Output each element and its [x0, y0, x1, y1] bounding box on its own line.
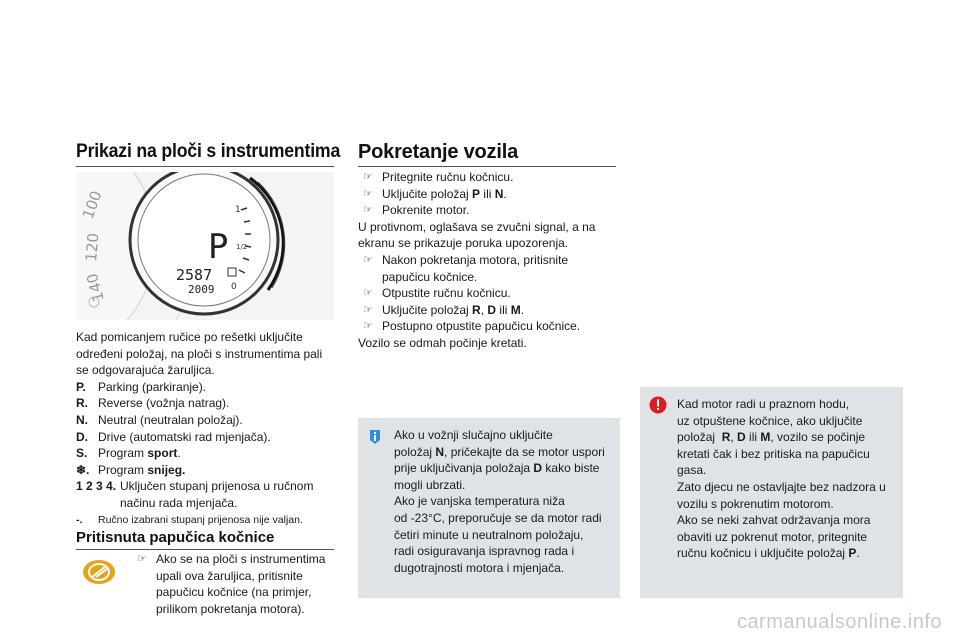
pointer-icon: ☞	[363, 303, 373, 316]
pointer-icon: ☞	[137, 553, 147, 565]
pointer-icon: ☞	[363, 320, 373, 333]
watermark: carmanualsonline.info	[736, 611, 942, 633]
mode-parking: P. Parking (parkiranje).	[76, 379, 207, 394]
gauge-label-empty: 0	[231, 282, 237, 292]
step-handbrake: ☞ Pritegnite ručnu kočnicu.	[363, 170, 514, 184]
mode-manual-cont: načinu rada mjenjača.	[120, 495, 238, 510]
mode-neutral: N. Neutral (neutralan položaj).	[76, 412, 243, 427]
cluster-svg	[76, 172, 334, 320]
subtitle-underline	[76, 549, 334, 550]
pointer-icon: ☞	[363, 204, 373, 217]
title-underline	[76, 166, 334, 167]
section-title-starting: Pokretanje vozila	[358, 141, 518, 163]
warning-icon	[649, 396, 667, 414]
speed-digit-120: 120	[82, 232, 103, 263]
pointer-icon: ☞	[363, 187, 373, 200]
mode-drive: D. Drive (automatski rad mjenjača).	[76, 429, 271, 444]
gauge-label-half: 1/2	[236, 243, 248, 251]
final-note: Vozilo se odmah počinje kretati.	[358, 335, 527, 350]
intro-line: se odgovarajuća žaruljica.	[76, 363, 215, 378]
step-press-brake: ☞ Nakon pokretanja motora, pritisnite	[363, 252, 569, 267]
warning-box	[640, 387, 903, 598]
intro-line: određeni položaj, na ploči s instrumentima pali	[76, 346, 323, 361]
section-title-instrument-panel: Prikazi na ploči s instrumentima	[76, 141, 341, 162]
step-select-r-d-m: ☞ Uključite položaj R, D ili M.	[363, 302, 525, 317]
step-start-engine: ☞ Pokrenite motor.	[363, 203, 470, 218]
brake-pedal-instruction: ☞ Ako se na ploči s instrumentima upali ova žaruljica, pritisnite papučicu kočnice (na primjer, prilikom pokretanja motora).	[137, 552, 326, 616]
mode-sport: S. Program sport.	[76, 446, 181, 461]
gauge-label-full: 1	[235, 205, 241, 215]
instrument-cluster-illustration	[76, 172, 334, 320]
odometer-display: 2587	[176, 266, 213, 284]
trip-display: 2009	[188, 283, 215, 296]
info-box-text: Ako u vožnji slučajno uključite položaj N, pričekajte da se motor uspori prije uključivanja položaja D kako biste mogli ubrzati. Ako je vanjska temperatura niža od -23°C, preporučuje se da motor radi četiri minute u neutralnom položaju, radi osiguravanja ispravnog rada i dugotrajnosti motora i mjenjača.	[394, 428, 605, 575]
starting-steps: ☞ Pritegnite ručnu kočnicu. ☞ Uključite položaj P ili N. ☞ Pokrenite motor. U protivnom, oglašava se zvučni signal, a na ekranu se prikazuje poruka upozorenja. ☞ Nakon pokretanja motora, pritisnite papučicu kočnice. ☞ Otpustite ručnu kočnicu. ☞ Uključite položaj R, D ili M. ☞ Postupno otpustite papučicu kočnice. Vozilo se odmah počinje kretati.	[358, 169, 628, 352]
step-release-brake: ☞ Postupno otpustite papučicu kočnice.	[363, 319, 581, 334]
warning-note: ekranu se prikazuje poruka upozorenja.	[358, 236, 569, 251]
warning-box-text: Kad motor radi u praznom hodu, uz otpuštene kočnice, ako uključite položaj R, D ili M, vozilo se počinje kretati čak i bez pritiska na papučicu gasa. Zato djecu ne ostavljajte bez nadzora u vozilu s pokrenutim motorom. Ako se neki zahvat održavanja mora obaviti uz pokrenut motor, pritegnite ručnu kočnicu i uključite položaj P.	[677, 397, 886, 561]
mode-manual: 1 2 3 4. Uključen stupanj prijenosa u ručnom	[76, 479, 314, 494]
mode-reverse: R. Reverse (vožnja natrag).	[76, 396, 230, 411]
speed-digit-100: 100	[78, 188, 106, 222]
pointer-icon: ☞	[363, 287, 373, 300]
pointer-icon: ☞	[363, 171, 373, 183]
step-select-p-n: ☞ Uključite položaj P ili N.	[363, 186, 507, 201]
pointer-icon: ☞	[363, 253, 373, 266]
intro-line: Kad pomicanjem ručice po rešetki uključite	[76, 330, 303, 344]
info-icon	[367, 429, 383, 445]
warning-note: U protivnom, oglašava se zvučni signal, a na	[358, 219, 596, 234]
brake-pedal-warning-icon	[82, 559, 116, 585]
cluster-description	[76, 329, 338, 528]
mode-snow: ❄. Program snijeg.	[76, 462, 186, 477]
mode-invalid: -. Ručno izabrani stupanj prijenosa nije valjan.	[76, 513, 303, 526]
title-underline	[358, 166, 616, 167]
gear-indicator: P	[208, 227, 229, 267]
step-release-handbrake: ☞ Otpustite ručnu kočnicu.	[363, 286, 511, 301]
info-box	[358, 418, 620, 598]
speed-digit-140: 140	[83, 271, 108, 304]
brake-pedal-title: Pritisnuta papučica kočnice	[76, 529, 275, 546]
